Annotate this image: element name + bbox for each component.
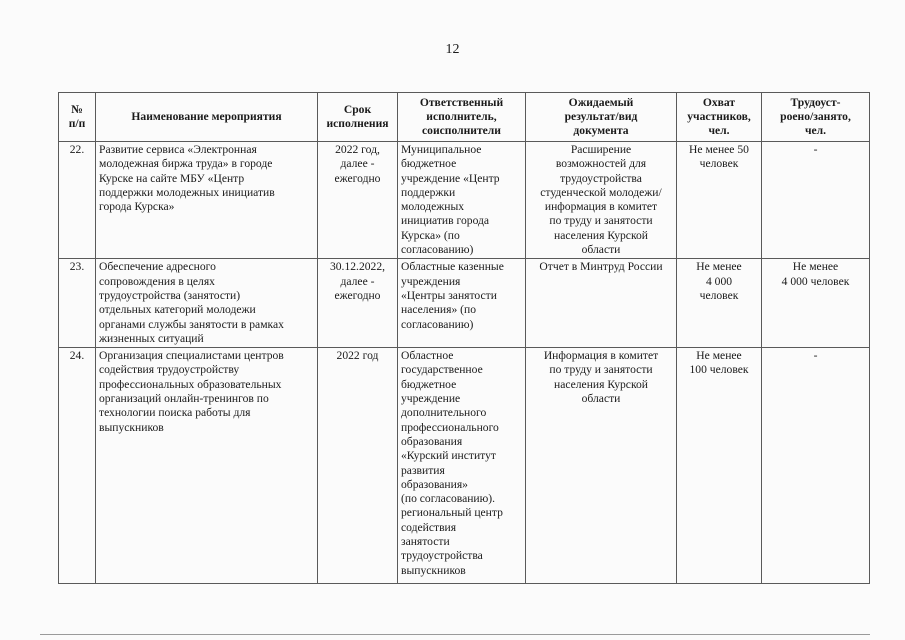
- event-name: Обеспечение адресного сопровождения в целях трудоустройства (занятости) отдельных категорий молодежи органами службы занятости в рамках жизненных ситуаций: [96, 259, 318, 348]
- event-term: 30.12.2022, далее - ежегодно: [318, 259, 398, 348]
- table-header-row: [59, 93, 870, 142]
- events-table: [58, 92, 870, 584]
- event-term: 2022 год: [318, 348, 398, 584]
- header-expected-result: Ожидаемый результат/вид документа: [526, 93, 677, 142]
- event-result: Расширение возможностей для трудоустройства студенческой молодежи/ информация в комитет по труду и занятости населения Курской области: [526, 142, 677, 259]
- table-row: [59, 259, 870, 348]
- event-name: Развитие сервиса «Электронная молодежная биржа труда» в городе Курске на сайте МБУ «Центр поддержки молодежных инициатив города Курска»: [96, 142, 318, 259]
- row-number: 23.: [59, 259, 96, 348]
- header-number: № п/п: [59, 93, 96, 142]
- table-row: [59, 348, 870, 584]
- page-bottom-rule: [40, 634, 870, 635]
- event-coverage: Не менее 100 человек: [677, 348, 762, 584]
- header-coverage: Охват участников, чел.: [677, 93, 762, 142]
- row-number: 22.: [59, 142, 96, 259]
- event-coverage: Не менее 50 человек: [677, 142, 762, 259]
- event-result: Отчет в Минтруд России: [526, 259, 677, 348]
- event-employed: -: [762, 142, 870, 259]
- table-row: [59, 142, 870, 259]
- row-number: 24.: [59, 348, 96, 584]
- event-employed: -: [762, 348, 870, 584]
- event-responsible: Областное государственное бюджетное учреждение дополнительного профессионального образования «Курский институт развития образования» (по согласованию). региональный центр содействия занятости трудоустройства выпускников: [398, 348, 526, 584]
- page-number: 12: [445, 42, 460, 57]
- event-name: Организация специалистами центров содействия трудоустройству профессиональных образовательных организаций онлайн-тренингов по технологии поиска работы для выпускников: [96, 348, 318, 584]
- event-responsible: Областные казенные учреждения «Центры занятости населения» (по согласованию): [398, 259, 526, 348]
- header-employed: Трудоуст- роено/занято, чел.: [762, 93, 870, 142]
- event-term: 2022 год, далее - ежегодно: [318, 142, 398, 259]
- event-employed: Не менее 4 000 человек: [762, 259, 870, 348]
- header-event-name: Наименование мероприятия: [96, 93, 318, 142]
- header-responsible: Ответственный исполнитель, соисполнители: [398, 93, 526, 142]
- event-responsible: Муниципальное бюджетное учреждение «Центр поддержки молодежных инициатив города Курска» (по согласованию): [398, 142, 526, 259]
- event-result: Информация в комитет по труду и занятости населения Курской области: [526, 348, 677, 584]
- header-term: Срок исполнения: [318, 93, 398, 142]
- event-coverage: Не менее 4 000 человек: [677, 259, 762, 348]
